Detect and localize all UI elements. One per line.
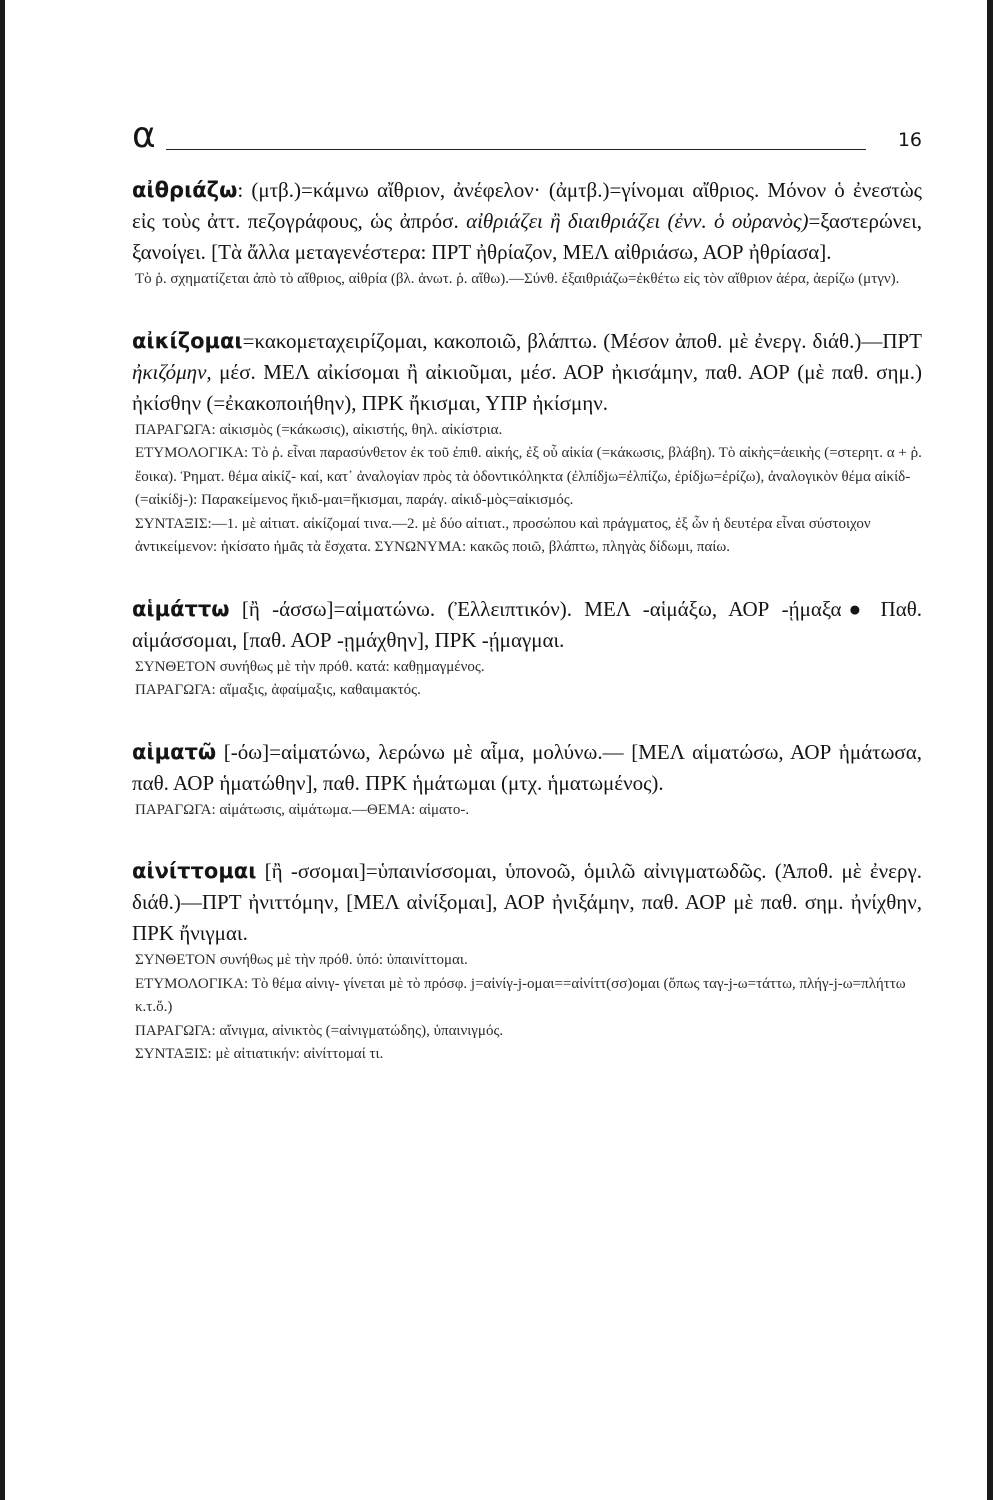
entry-main-text xyxy=(132,737,922,799)
entry-note: ΣΥΝΤΑΞΙΣ: μὲ αἰτιατικήν: αἰνίττομαί τι. xyxy=(135,1046,384,1062)
bullet-mark: ● xyxy=(841,596,869,621)
entry-headword: αἱμάττω xyxy=(132,596,230,621)
entry-ainittomai xyxy=(132,856,922,1067)
entry-definition: =ξαστερώνει, ξανοίγει. [Τὰ ἄλλα μεταγενέστερα: ΠΡΤ ἠθρίαζον, ΜΕΛ αἰθριάσω, ΑΟΡ ἠθρίασα]. xyxy=(132,209,922,264)
entry-main-text xyxy=(132,175,922,268)
scan-edge-left xyxy=(0,0,5,1500)
entry-note: ΣΥΝΤΑΞΙΣ:—1. μὲ αἰτιατ. αἰκίζομαί τινα.—2. μὲ δύο αἰτιατ., προσώπου καὶ πράγματος, ἐξ ὧν ἡ δευτέρα εἶναι σύστοιχον ἀντικείμενον: ἠκίσατο ἡμᾶς τὰ ἔσχατα. ΣΥΝΩΝΥΜΑ: κακῶς ποιῶ, βλάπτω, πληγὰς δίδωμι, παίω. xyxy=(135,515,871,555)
entry-note: ΕΤΥΜΟΛΟΓΙΚΑ: Τὸ ῥ. εἶναι παρασύνθετον ἐκ τοῦ ἐπιθ. αἰκής, ἐξ οὗ αἰκία (=κάκωσις, βλάβη). Τὸ αἰκὴς=ἀεικὴς (=στερητ. α + ῥ. ἔοικα). Ῥηματ. θέμα αἰκίζ- καί, κατ᾽ ἀναλογίαν πρὸς τὰ ὀδοντικόληκτα (ἐλπίδjω=ἐλπίζω, ἐρίδjω=ἐρίζω), ἀναλογικὸν θέμα αἰκίδ- (=αἰκίδj-): Παρακείμενος ἤκιδ-μαι=ἤκισμαι, παράγ. αἰκιδ-μὸς=αἰκισμός. xyxy=(135,445,922,508)
page-number: 16 xyxy=(897,129,922,151)
entry-definition: [-όω]=αἱματώνω, λερώνω μὲ αἷμα, μολύνω.— [ΜΕΛ αἱματώσω, ΑΟΡ ἡμάτωσα, παθ. ΑΟΡ ἡματώθην], παθ. ΠΡΚ ἡμάτωμαι (μτχ. ἡματωμένος). xyxy=(132,739,922,795)
entry-definition: Παθ. αἱμάσσομαι, [παθ. ΑΟΡ -ῃμάχθην], ΠΡΚ -ῄμαγμαι. xyxy=(132,596,923,652)
entry-headword: αἰθριάζω xyxy=(132,178,238,202)
dictionary-page xyxy=(70,100,923,1480)
entry-aikizomai xyxy=(132,326,922,560)
header-rule xyxy=(166,149,866,150)
entry-note: ΣΥΝΘΕΤΟΝ συνήθως μὲ τὴν πρόθ. ὑπό: ὑπαινίττομαι. xyxy=(135,952,468,968)
entry-note: ΠΑΡΑΓΩΓΑ: αἵμαξις, ἀφαίμαξις, καθαιμακτός. xyxy=(135,682,421,698)
entry-definition: μέσ. ΜΕΛ αἰκίσομαι ἢ αἰκιοῦμαι, μέσ. ΑΟΡ ἠκισάμην, παθ. ΑΟΡ (μὲ παθ. σημ.) ἠκίσθην (=ἐκακοποιήθην), ΠΡΚ ἤκισμαι, ΥΠΡ ἠκίσμην. xyxy=(132,359,922,415)
entry-headword: αἰνίττομαι xyxy=(132,859,257,883)
entry-note: ΣΥΝΘΕΤΟΝ συνήθως μὲ τὴν πρόθ. κατά: καθῃμαγμένος. xyxy=(135,658,485,675)
entry-haimatto xyxy=(132,594,922,703)
entry-note: ΕΤΥΜΟΛΟΓΙΚΑ: Τὸ θέμα αἰνιγ- γίνεται μὲ τὸ πρόσφ. j=αἰνίγ-j-ομαι==αἰνίττ(σσ)ομαι (ὅπως ταγ-j-ω=τάττω, πλήγ-j-ω=πλήττω κ.τ.ὅ.) xyxy=(135,975,906,1015)
page-header xyxy=(132,115,922,162)
scan-edge-right xyxy=(987,0,993,1500)
entry-definition: : (μτβ.)=κάμνω αἴθριον, ἀνέφελον· (ἀμτβ.)=γίνομαι αἴθριος. Μόνον ὁ ἐνεστὼς εἰς τοὺς ἀττ. πεζογράφους, ὡς ἀπρόσ. xyxy=(132,178,922,233)
entry-note: ΠΑΡΑΓΩΓΑ: αἰκισμὸς (=κάκωσις), αἰκιστής, θηλ. αἰκίστρια. xyxy=(135,421,503,438)
entry-headword: αἰκίζομαι xyxy=(132,328,243,353)
entry-main-text xyxy=(132,594,922,656)
entry-aithriazo xyxy=(132,175,922,292)
entry-phrase: αἰθριάζει ἢ διαιθριάζει (ἐνν. ὁ οὐρανὸς) xyxy=(466,209,809,233)
entry-note: Τὸ ῥ. σχηματίζεται ἀπὸ τὸ αἴθριος, αἰθρία (βλ. ἀνωτ. ῥ. αἴθω).—Σύνθ. ἐξαιθριάζω=ἐκθέτω εἰς τὸν αἴθριον ἀέρα, ἀερίζω (μτγν). xyxy=(135,271,900,287)
page-body xyxy=(132,175,922,1101)
entry-haimato xyxy=(132,737,922,823)
entry-main-text xyxy=(132,856,922,949)
entry-note: ΠΑΡΑΓΩΓΑ: αἱμάτωσις, αἱμάτωμα.—ΘΕΜΑ: αἱματο-. xyxy=(135,801,470,818)
entry-note: ΠΑΡΑΓΩΓΑ: αἴνιγμα, αἰνικτὸς (=αἰνιγματώδης), ὑπαινιγμός. xyxy=(135,1022,504,1039)
entry-definition: [ἢ -σσομαι]=ὑπαινίσσομαι, ὑπονοῶ, ὁμιλῶ αἰνιγματωδῶς. (Ἀποθ. μὲ ἐνεργ. διάθ.)—ΠΡΤ ἠνιττόμην, [ΜΕΛ αἰνίξομαι], ΑΟΡ ἠνιξάμην, παθ. ΑΟΡ μὲ παθ. σημ. ἠνίχθην, ΠΡΚ ἤνιγμαι. xyxy=(132,859,922,945)
entry-headword: αἱματῶ xyxy=(132,739,217,764)
section-letter: α xyxy=(132,115,156,156)
entry-main-text xyxy=(132,326,922,419)
entry-definition: [ἢ -άσσω]=αἱματώνω. (Ἐλλειπτικόν). ΜΕΛ -αἱμάξω, ΑΟΡ -ῄμαξα xyxy=(229,596,842,621)
entry-form: ἠκιζόμην, xyxy=(132,359,212,384)
entry-definition: =κακομεταχειρίζομαι, κακοποιῶ, βλάπτω. (Μέσον ἀποθ. μὲ ἐνεργ. διάθ.)—ΠΡΤ xyxy=(242,328,922,353)
